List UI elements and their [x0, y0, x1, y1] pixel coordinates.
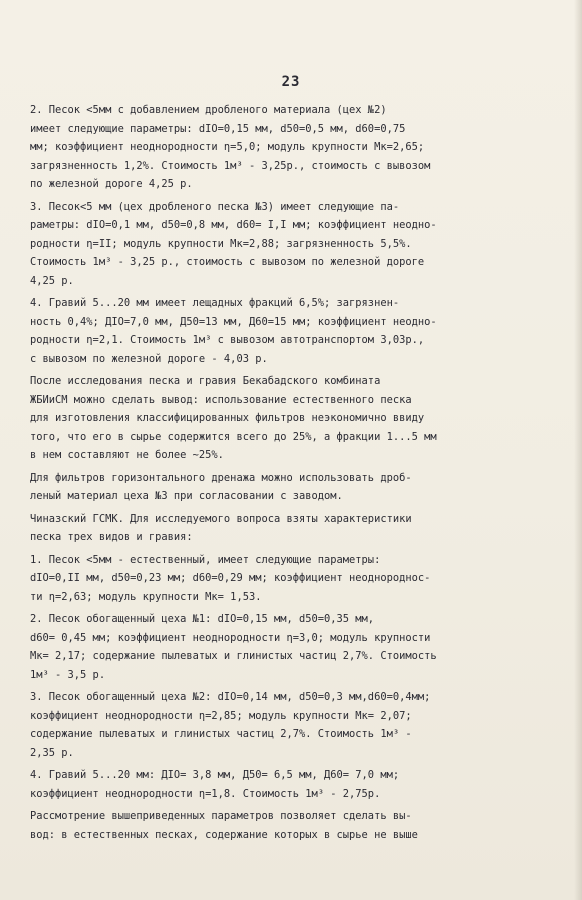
text-line: Для фильтров горизонтального дренажа можно использовать дроб-: [30, 471, 412, 484]
text-line: После исследования песка и гравия Бекабадского комбината: [30, 375, 381, 387]
text-line: Мк= 2,17; содержание пылеватых и глинистых частиц 2,7%. Стоимость: [30, 650, 437, 662]
text-line: коэффициент неоднородности η=2,85; модуль крупности Мк= 2,07;: [30, 709, 412, 722]
body-text: [30, 101, 550, 844]
text-line: Рассмотрение вышеприведенных параметров позволяет сделать вы-: [30, 810, 412, 822]
text-line: содержание пылеватых и глинистых частиц 2,7%. Стоимость 1м³ -: [30, 728, 412, 740]
text-line: для изготовления классифицированных фильтров неэкономично ввиду: [30, 412, 425, 424]
text-line: ти η=2,63; модуль крупности Мк= 1,53.: [30, 590, 262, 603]
text-line: Чиназский ГСМК. Для исследуемого вопроса взяты характеристики: [30, 512, 412, 525]
text-line: ЖБИиСМ можно сделать вывод: использование естественного песка: [30, 393, 412, 406]
text-line: леный материал цеха №3 при согласовании с заводом.: [30, 490, 343, 502]
text-line: Стоимость 1м³ - 3,25 р., стоимость с вывозом по железной дороге: [30, 256, 425, 268]
text-line: ность 0,4%; ДIO=7,0 мм, Д50=13 мм, Д60=15 мм; коэффициент неодно-: [30, 315, 437, 328]
page-number: 23: [281, 74, 301, 90]
text-line: того, что его в сырье содержится всего до 25%, а фракции 1...5 мм: [30, 430, 437, 443]
text-line: 4,25 р.: [30, 274, 74, 287]
text-line: родности η=II; модуль крупности Мк=2,88; загрязненность 5,5%.: [30, 237, 412, 250]
text-line: в нем составляют не более ~25%.: [30, 449, 224, 461]
text-line: родности η=2,1. Стоимость 1м³ с вывозом автотранспортом 3,03р.,: [30, 334, 425, 346]
text-line: d60= 0,45 мм; коэффициент неоднородности η=3,0; модуль крупности: [30, 631, 431, 644]
text-line: 4. Гравий 5...20 мм имеет лещадных фракций 6,5%; загрязнен-: [30, 297, 400, 309]
text-line: мм; коэффициент неоднородности η=5,0; модуль крупности Мк=2,65;: [30, 141, 425, 153]
text-line: с вывозом по железной дороге - 4,03 р.: [30, 352, 268, 365]
text-line: по железной дороге 4,25 р.: [30, 178, 193, 190]
text-line: 3. Песок<5 мм (цех дробленого песка №3) имеет следующие па-: [30, 200, 400, 213]
text-line: песка трех видов и гравия:: [30, 531, 193, 543]
text-line: 2. Песок <5мм с добавлением дробленого материала (цех №2): [30, 104, 387, 116]
text-line: вод: в естественных песках, содержание которых в сырье не выше: [30, 828, 418, 841]
text-line: 3. Песок обогащенный цеха №2: dIO=0,14 мм, d50=0,3 мм,d60=0,4мм;: [30, 691, 431, 703]
text-line: 4. Гравий 5...20 мм: ДIO= 3,8 мм, Д50= 6,5 мм, Д60= 7,0 мм;: [30, 769, 400, 781]
text-line: раметры: dIO=0,1 мм, d50=0,8 мм, d60= I,I мм; коэффициент неодно-: [30, 219, 437, 231]
text-line: 2. Песок обогащенный цеха №1: dIO=0,15 мм, d50=0,35 мм,: [30, 613, 375, 625]
text-line: загрязненность 1,2%. Стоимость 1м³ - 3,25р., стоимость с вывозом: [30, 159, 431, 172]
text-line: 2,35 р.: [30, 746, 74, 759]
text-line: имеет следующие параметры: dIO=0,15 мм, d50=0,5 мм, d60=0,75: [30, 122, 406, 135]
text-line: 1. Песок <5мм - естественный, имеет следующие параметры:: [30, 553, 381, 566]
text-line: dIO=0,II мм, d50=0,23 мм; d60=0,29 мм; коэффициент неоднороднос-: [30, 572, 431, 584]
text-line: 1м³ - 3,5 р.: [30, 668, 106, 681]
text-line: коэффициент неоднородности η=1,8. Стоимость 1м³ - 2,75р.: [30, 787, 381, 800]
